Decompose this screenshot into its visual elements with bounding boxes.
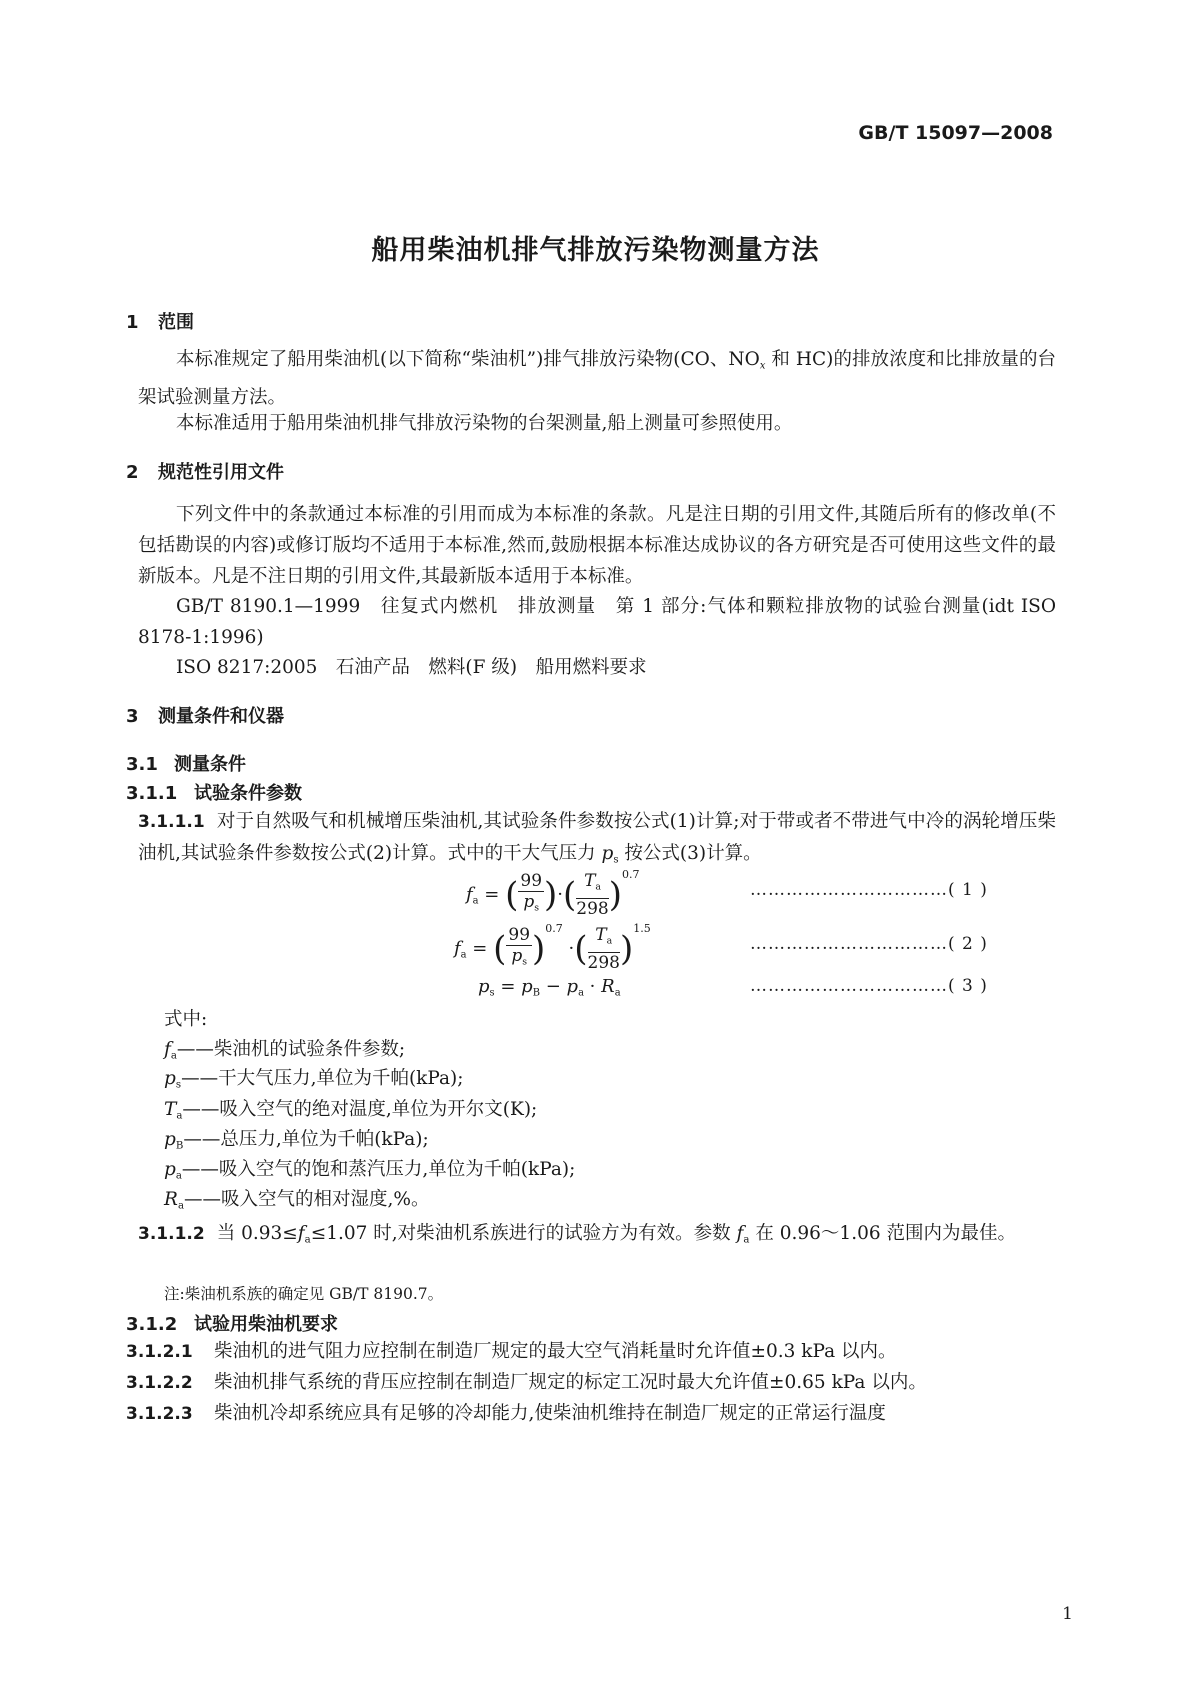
equation-1: $f_a$ = ( $\frac{99}{p_s}$ )·( $\frac{T_a}{298}$ )$^{0.7}$	[466, 868, 640, 919]
section-2-heading	[126, 458, 284, 484]
equation-2: $f_a$ = ( $\frac{99}{p_s}$ )$^{0.7}$ ·( $\frac{T_a}{298}$ )$^{1.5}$	[454, 922, 651, 973]
section-title: 测量条件和仪器	[158, 706, 284, 727]
section-3-1-heading: 3.1 测量条件	[126, 754, 246, 775]
page-number: 1	[1062, 1604, 1073, 1624]
where-item: $T_a——$吸入空气的绝对温度,单位为开尔文(K);	[164, 1099, 538, 1122]
section-title: 范围	[158, 312, 194, 333]
section-number: 2	[126, 462, 139, 483]
reference-gbt-8190-1: GB/T 8190.1—1999 往复式内燃机 排放测量 第 1 部分:气体和颗粒排放物的试验台测量(idt ISO 8178-1:1996)	[138, 596, 1056, 648]
where-intro: 式中:	[164, 1009, 208, 1030]
clause-3-1-2-3: 3.1.2.3 柴油机冷却系统应具有足够的冷却能力,使柴油机维持在制造厂规定的正常运行温度	[126, 1403, 886, 1424]
where-item: $R_a——$吸入空气的相对湿度,%。	[164, 1189, 430, 1212]
equation-3: $p_s = p_B - p_a \cdot R_a$	[478, 976, 621, 999]
section-1-paragraph-2: 本标准适用于船用柴油机排气排放污染物的台架测量,船上测量可参照使用。	[176, 413, 793, 434]
equation-2-number: ……………………………( 2 )	[750, 934, 988, 954]
section-1-paragraph-1: 本标准规定了船用柴油机(以下简称“柴油机”)排气排放污染物(CO、$NO_x$ 和 HC)的排放浓度和比排放量的台架试验测量方法。	[138, 349, 1056, 408]
section-3-1-1-heading: 3.1.1 试验条件参数	[126, 783, 302, 804]
equation-3-number: ……………………………( 3 )	[750, 976, 988, 996]
where-item: $f_a——$柴油机的试验条件参数;	[164, 1039, 406, 1062]
where-item: $p_a——$吸入空气的饱和蒸汽压力,单位为千帕(kPa);	[164, 1159, 576, 1182]
section-2-paragraph: 下列文件中的条款通过本标准的引用而成为本标准的条款。凡是注日期的引用文件,其随后所有的修改单(不包括勘误的内容)或修订版均不适用于本标准,然而,鼓励根据本标准达成协议的各方研究是否可使用这些文件的最新版本。凡是不注日期的引用文件,其最新版本适用于本标准。	[138, 504, 1056, 587]
clause-3-1-2-1: 3.1.2.1 柴油机的进气阻力应控制在制造厂规定的最大空气消耗量时允许值±0.3 kPa 以内。	[126, 1341, 897, 1362]
section-3-heading	[126, 702, 284, 728]
section-number: 3	[126, 706, 139, 727]
clause-3-1-2-2: 3.1.2.2 柴油机排气系统的背压应控制在制造厂规定的标定工况时最大允许值±0.65 kPa 以内。	[126, 1372, 927, 1393]
note: 注:柴油机系族的确定见 GB/T 8190.7。	[164, 1285, 444, 1303]
standard-number: GB/T 15097—2008	[858, 122, 1053, 144]
reference-iso-8217: ISO 8217:2005 石油产品 燃料(F 级) 船用燃料要求	[176, 657, 647, 678]
document-title: 船用柴油机排气排放污染物测量方法	[371, 235, 820, 266]
clause-3-1-1-2: 3.1.1.2 当 $0.93\le f_a\le 1.07$ 时,对柴油机系族进行的试验方为有效。参数 $f_a$ 在 0.96～1.06 范围内为最佳。	[138, 1223, 1016, 1246]
section-title: 规范性引用文件	[158, 462, 284, 483]
where-item: $p_s——$干大气压力,单位为千帕(kPa);	[164, 1068, 464, 1091]
section-1-heading	[126, 308, 194, 334]
clause-3-1-1-1: 3.1.1.1 对于自然吸气和机械增压柴油机,其试验条件参数按公式(1)计算;对于带或者不带进气中冷的涡轮增压柴油机,其试验条件参数按公式(2)计算。式中的干大气压力 $p_s$ 按公式(3)计算。	[138, 811, 1056, 866]
section-3-1-2-heading: 3.1.2 试验用柴油机要求	[126, 1314, 338, 1335]
equation-1-number: ……………………………( 1 )	[750, 880, 988, 900]
section-number: 1	[126, 312, 139, 333]
where-item: $p_B——$总压力,单位为千帕(kPa);	[164, 1129, 429, 1152]
